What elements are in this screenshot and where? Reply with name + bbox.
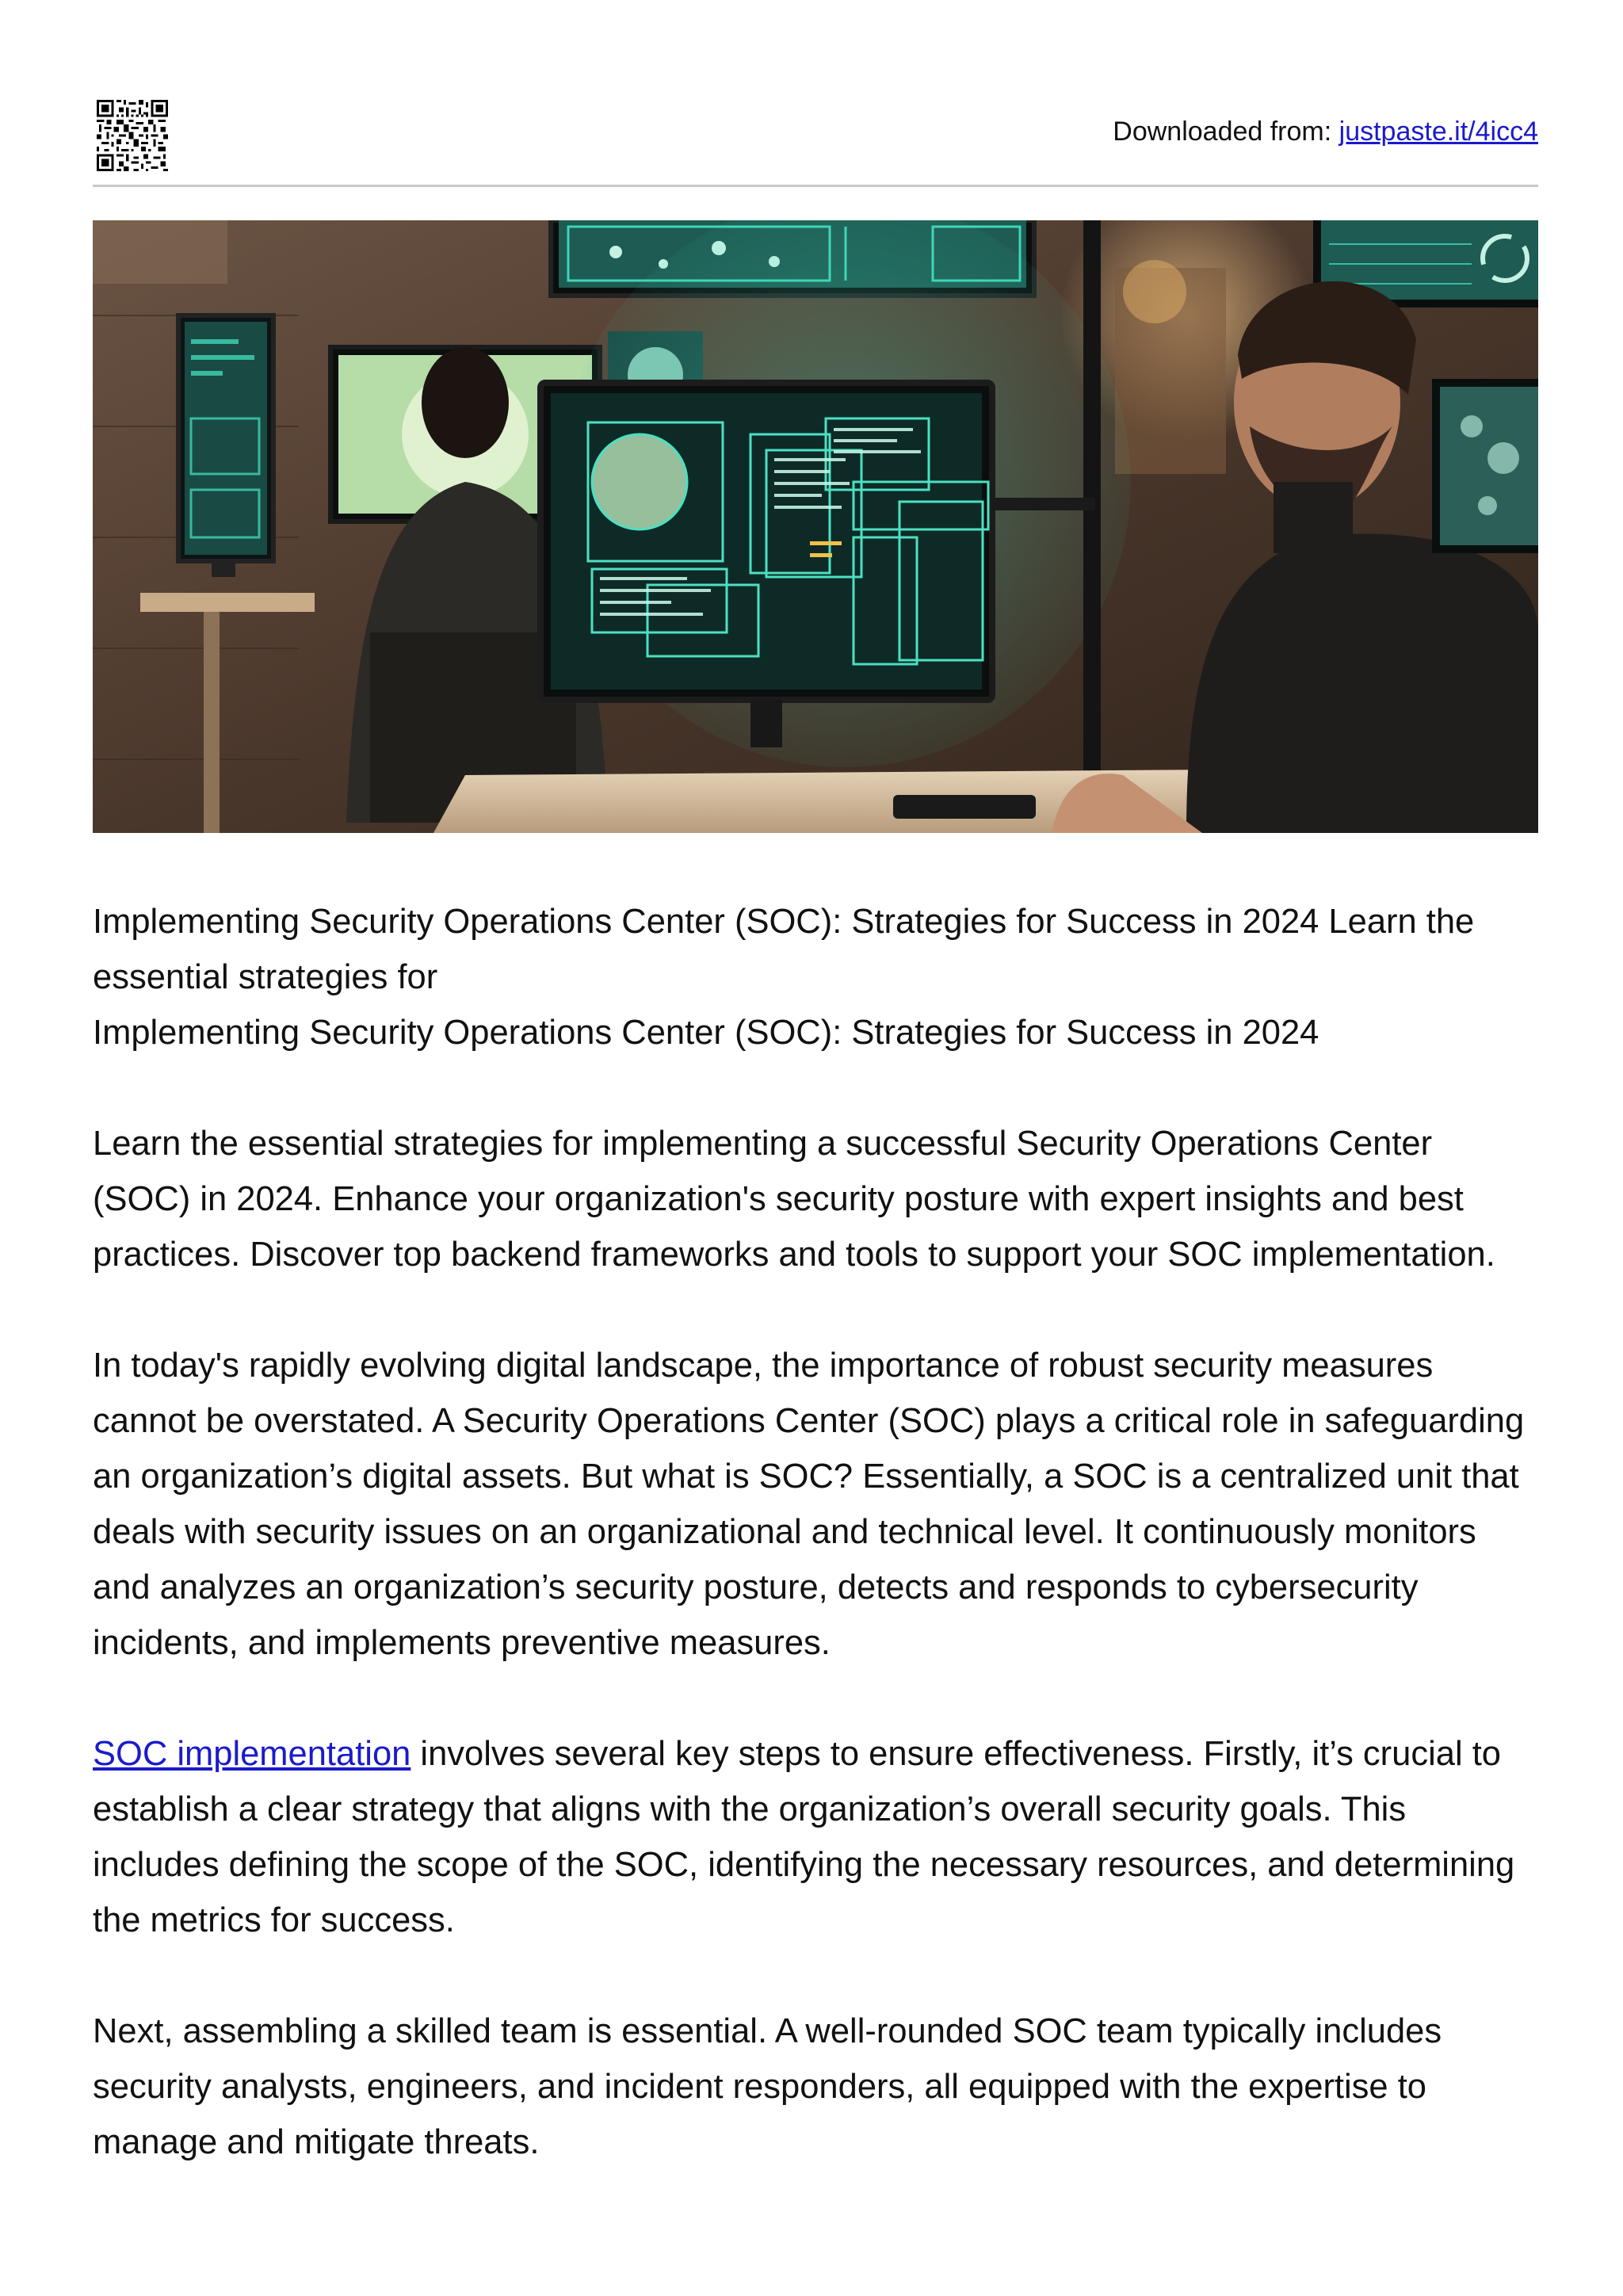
soc-implementation-link[interactable]: SOC implementation <box>93 1735 411 1773</box>
download-source-link[interactable]: justpaste.it/4icc4 <box>1338 117 1538 147</box>
article-paragraph-4: Next, assembling a skilled team is essential. A well-rounded SOC team typically includes security analysts, engineers, and incident responders, all equipped with the expertise to manage and mitigate threats. <box>93 2012 1442 2161</box>
article-title-line-1: Implementing Security Operations Center (SOC): Strategies for Success in 2024 Learn the essential strategies for <box>93 903 1475 996</box>
photo-security-operations-center-icon <box>93 220 1538 833</box>
page-header <box>93 97 1538 186</box>
article-title-line-2: Implementing Security Operations Center (SOC): Strategies for Success in 2024 <box>93 1014 1319 1052</box>
download-prefix: Downloaded from: <box>1113 117 1339 147</box>
article-paragraph-3-text: involves several key steps to ensure effectiveness. Firstly, it’s crucial to establish a clear strategy that aligns with the organization’s overall security goals. This includes defining the scope of the SOC, identifying the necessary resources, and determining the metrics for success. <box>93 1735 1515 1939</box>
article-body <box>93 894 1538 2225</box>
qr-code-icon <box>97 100 168 171</box>
hero-image <box>93 220 1538 833</box>
download-source <box>1113 117 1538 147</box>
article-paragraph-3 <box>93 1726 1538 1948</box>
article-paragraph-1: Learn the essential strategies for implementing a successful Security Operations Center (SOC) in 2024. Enhance your organization's security posture with expert insights and best practices. Discover top backend frameworks and tools to support your SOC implementation. <box>93 1125 1495 1274</box>
article-paragraph-2: In today's rapidly evolving digital landscape, the importance of robust security measures cannot be overstated. A Security Operations Center (SOC) plays a critical role in safeguarding an organization’s digital assets. But what is SOC? Essentially, a SOC is a centralized unit that deals with security issues on an organizational and technical level. It continuously monitors and analyzes an organization’s security posture, detects and responds to cybersecurity incidents, and implements preventive measures. <box>93 1347 1525 1662</box>
header-divider <box>93 185 1538 187</box>
